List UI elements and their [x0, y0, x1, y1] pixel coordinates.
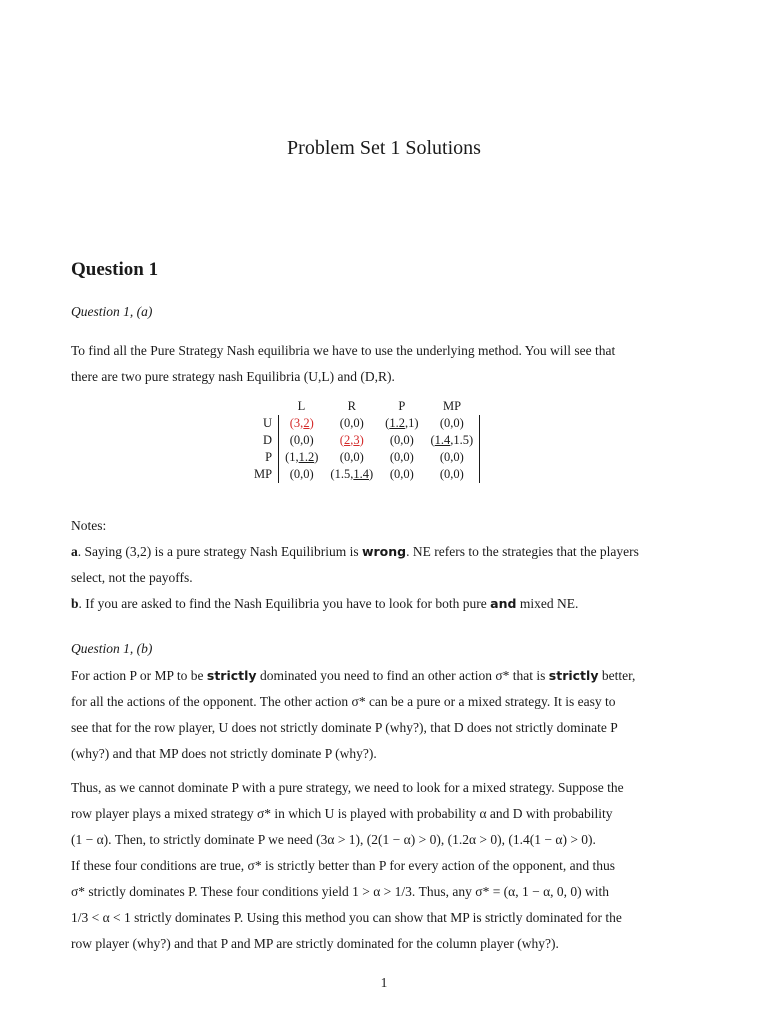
intro-paragraph: [71, 338, 698, 390]
note-b-label: b: [71, 596, 79, 611]
notes-block: [71, 513, 698, 617]
payoff-matrix: [248, 398, 480, 483]
text-run: dominated you need to find an other action σ* that is: [256, 668, 549, 683]
para-line: σ* strictly dominates P. These four conditions yield 1 > α > 1/3. Thus, any σ* = (α, 1 − α, 0, 0) with: [71, 884, 610, 899]
notes-heading: Notes:: [71, 518, 107, 533]
matrix-row: [248, 449, 480, 466]
matrix-cell: (0,0): [389, 433, 414, 447]
para-line: see that for the row player, U does not strictly dominate P (why?), that D does not strictly dominate P: [71, 720, 618, 735]
emphasis-strictly: strictly: [206, 668, 257, 683]
para-line: for all the actions of the opponent. The other action σ* can be a pure or a mixed strategy. It is easy to: [71, 694, 616, 709]
para-line: If these four conditions are true, σ* is strictly better than P for every action of the opponent, and thus: [71, 858, 616, 873]
note-b-text-end: mixed NE.: [516, 596, 579, 611]
part-b-paragraph-2: [71, 775, 698, 957]
para-line: (why?) and that MP does not strictly dominate P (why?).: [71, 746, 377, 761]
note-a-continued: select, not the payoffs.: [71, 570, 193, 585]
note-a: [71, 539, 698, 565]
note-b-text: . If you are asked to find the Nash Equilibria you have to look for both pure: [78, 596, 491, 611]
matrix-row: [248, 432, 480, 449]
row-label: D: [263, 433, 273, 447]
matrix-cell: (0,0): [424, 449, 479, 466]
question-heading: Question 1: [71, 259, 159, 280]
column-header: L: [297, 399, 306, 413]
matrix-cell: (0,0): [339, 416, 364, 430]
note-a-text: . Saying (3,2) is a pure strategy Nash Equilibrium is: [77, 544, 362, 559]
para-line: (1 − α). Then, to strictly dominate P we need (3α > 1), (2(1 − α) > 0), (1.2α > 0), (1.4(1 − α) > 0).: [71, 832, 596, 847]
subquestion-b-heading: Question 1, (b): [71, 641, 153, 656]
text-run: For action P or MP to be: [71, 668, 207, 683]
matrix-cell: (0,0): [279, 432, 325, 449]
matrix-row: [248, 415, 480, 432]
matrix-cell: (2,3): [339, 433, 364, 447]
intro-line-2: there are two pure strategy nash Equilibria (U,L) and (D,R).: [71, 369, 395, 384]
matrix-cell: (0,0): [389, 450, 414, 464]
column-header: P: [398, 399, 406, 413]
matrix-cell: (1.4,1.5): [424, 432, 479, 449]
intro-line-1: To find all the Pure Strategy Nash equilibria we have to use the underlying method. You will see that: [71, 343, 616, 358]
payoff-table: [248, 398, 480, 483]
matrix-corner: [248, 398, 279, 415]
subquestion-a-heading: Question 1, (a): [71, 304, 153, 319]
para-line: row player (why?) and that P and MP are strictly dominated for the column player (why?).: [71, 936, 559, 951]
para-line: row player plays a mixed strategy σ* in which U is played with probability α and D with probability: [71, 806, 613, 821]
matrix-cell: (1,1.2): [279, 449, 325, 466]
note-b: [71, 591, 698, 617]
text-run: better,: [598, 668, 636, 683]
page-number: 1: [380, 975, 388, 990]
matrix-cell: (0,0): [424, 466, 479, 483]
column-header: R: [347, 399, 356, 413]
row-label: U: [263, 416, 273, 430]
matrix-cell: (0,0): [279, 466, 325, 483]
note-a-emphasis: wrong: [361, 544, 407, 559]
note-a-label: a: [71, 544, 78, 559]
emphasis-strictly: strictly: [548, 668, 599, 683]
para-line: 1/3 < α < 1 strictly dominates P. Using this method you can show that MP is strictly dominated for the: [71, 910, 622, 925]
para-line: [71, 663, 698, 689]
part-b-paragraph-1: [71, 663, 698, 767]
column-header: MP: [443, 399, 462, 413]
row-label: P: [265, 450, 273, 464]
note-a-text-end: . NE refers to the strategies that the players: [406, 544, 639, 559]
note-b-emphasis: and: [490, 596, 517, 611]
para-line: Thus, as we cannot dominate P with a pure strategy, we need to look for a mixed strategy. Suppose the: [71, 780, 624, 795]
matrix-cell: (0,0): [389, 467, 414, 481]
matrix-cell: (1.2,1): [385, 416, 419, 430]
matrix-header-row: [248, 398, 480, 415]
row-label: MP: [254, 467, 273, 481]
matrix-row: [248, 466, 480, 483]
matrix-cell: (3,2): [279, 415, 325, 432]
matrix-cell: (1.5,1.4): [330, 467, 374, 481]
page-title: Problem Set 1 Solutions: [287, 137, 481, 159]
matrix-cell: (0,0): [424, 415, 479, 432]
matrix-cell: (0,0): [339, 450, 364, 464]
